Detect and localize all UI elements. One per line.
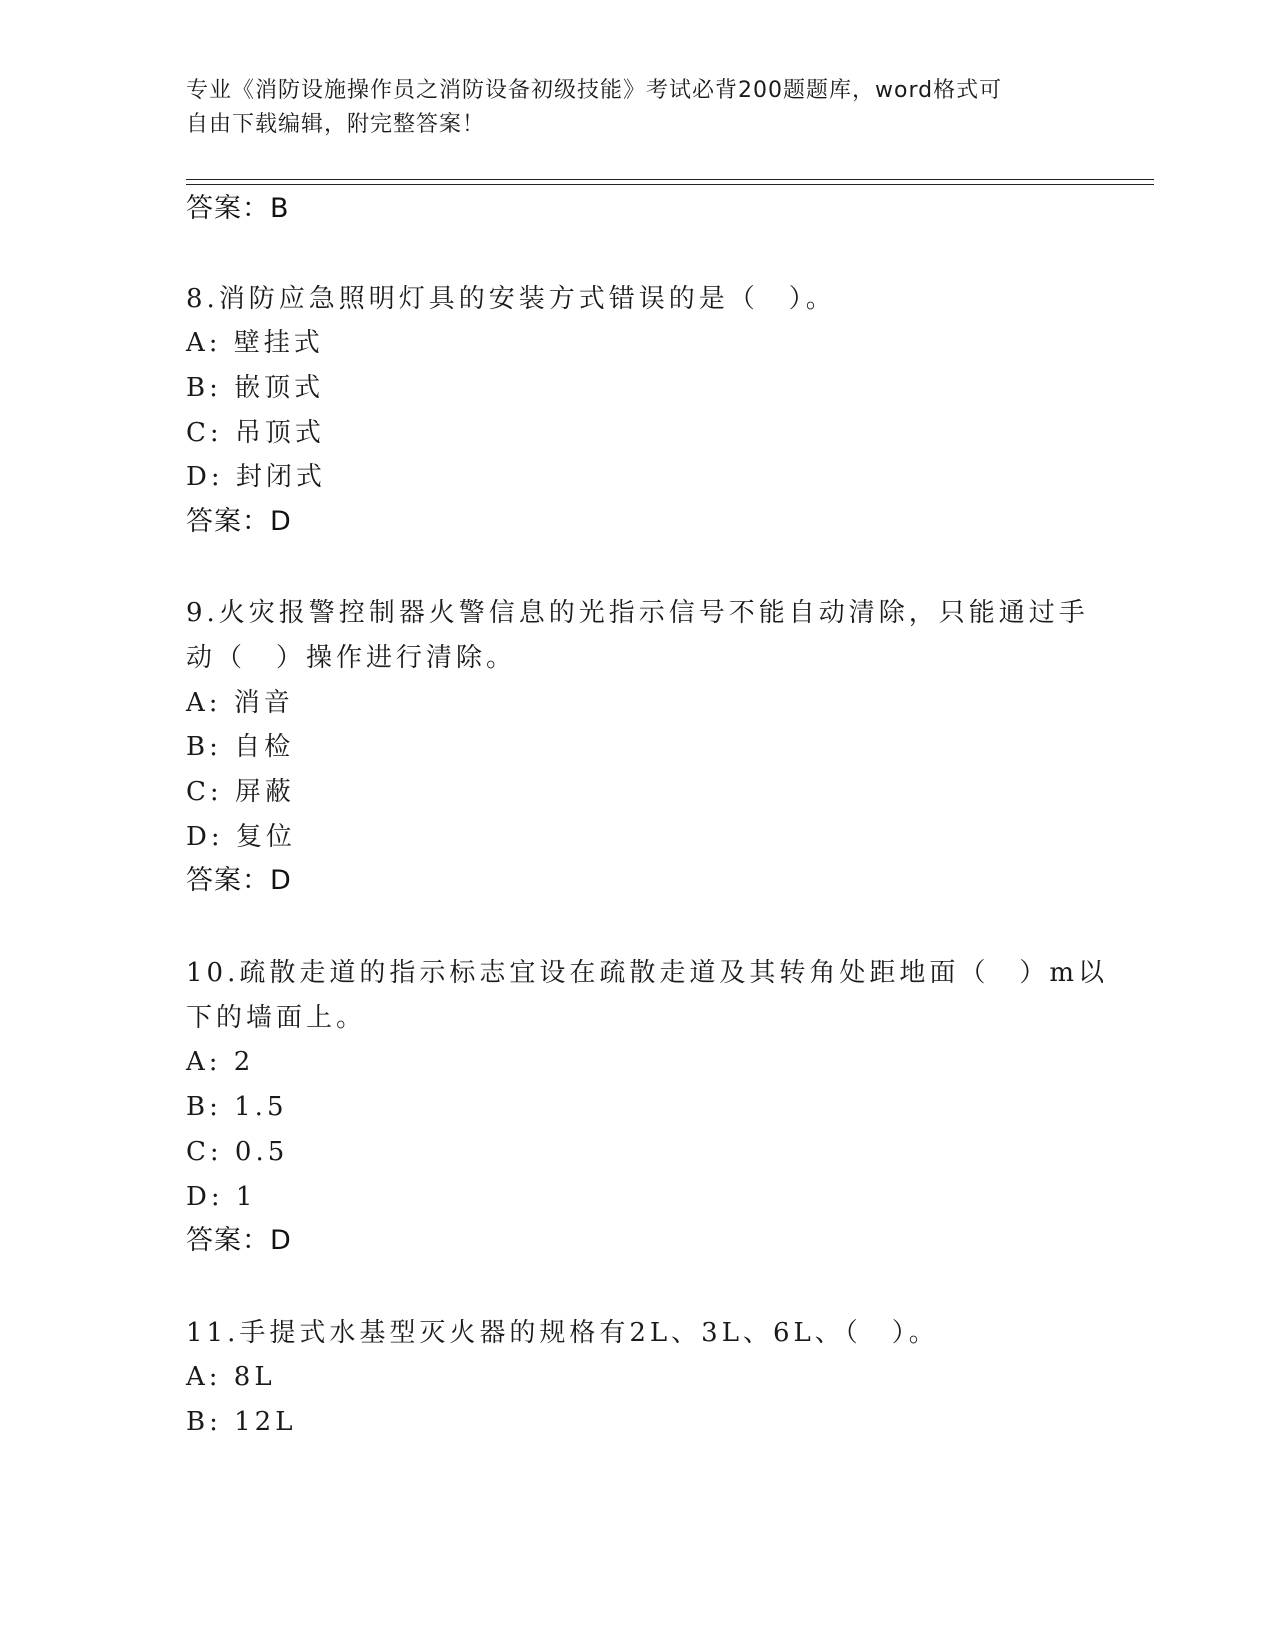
question-10-option-a: A: 2 — [186, 1047, 255, 1077]
question-8-option-a: A: 壁挂式 — [186, 328, 324, 358]
question-9-option-c: C: 屏蔽 — [186, 777, 295, 807]
question-8-option-c: C: 吊顶式 — [186, 418, 325, 448]
question-10-stem-line-1: 10.疏散走道的指示标志宜设在疏散走道及其转角处距地面（ ）m以 — [186, 958, 1109, 988]
question-10-option-b: B: 1.5 — [186, 1092, 288, 1122]
question-9-option-a: A: 消音 — [186, 688, 294, 718]
question-9-option-b: B: 自检 — [186, 732, 295, 762]
question-8-stem: 8.消防应急照明灯具的安装方式错误的是（ ）。 — [186, 284, 836, 314]
header-divider-bottom — [186, 184, 1154, 185]
answer-q7: 答案：B — [186, 193, 290, 224]
header-divider-top — [186, 179, 1154, 180]
question-10-option-d: D: 1 — [186, 1182, 257, 1212]
question-11-option-b: B: 12L — [186, 1407, 297, 1437]
answer-q8: 答案：D — [186, 506, 292, 537]
document-header — [186, 74, 1086, 142]
question-11-stem: 11.手提式水基型灭火器的规格有2L、3L、6L、（ ）。 — [186, 1318, 939, 1348]
question-10-option-c: C: 0.5 — [186, 1137, 289, 1167]
question-9-option-d: D: 复位 — [186, 822, 296, 852]
question-8-option-d: D: 封闭式 — [186, 462, 326, 492]
question-9-stem-line-2: 动（ ）操作进行清除。 — [186, 643, 517, 673]
answer-q10: 答案：D — [186, 1225, 292, 1256]
question-10-stem-line-2: 下的墙面上。 — [186, 1003, 367, 1033]
question-11-option-a: A: 8L — [186, 1362, 276, 1392]
question-8-option-b: B: 嵌顶式 — [186, 373, 325, 403]
header-line-1: 专业《消防设施操作员之消防设备初级技能》考试必背200题题库，word格式可 — [186, 78, 1003, 103]
question-9-stem-line-1: 9.火灾报警控制器火警信息的光指示信号不能自动清除，只能通过手 — [186, 598, 1089, 628]
answer-q9: 答案：D — [186, 865, 292, 896]
header-line-2: 自由下载编辑，附完整答案！ — [186, 112, 486, 137]
